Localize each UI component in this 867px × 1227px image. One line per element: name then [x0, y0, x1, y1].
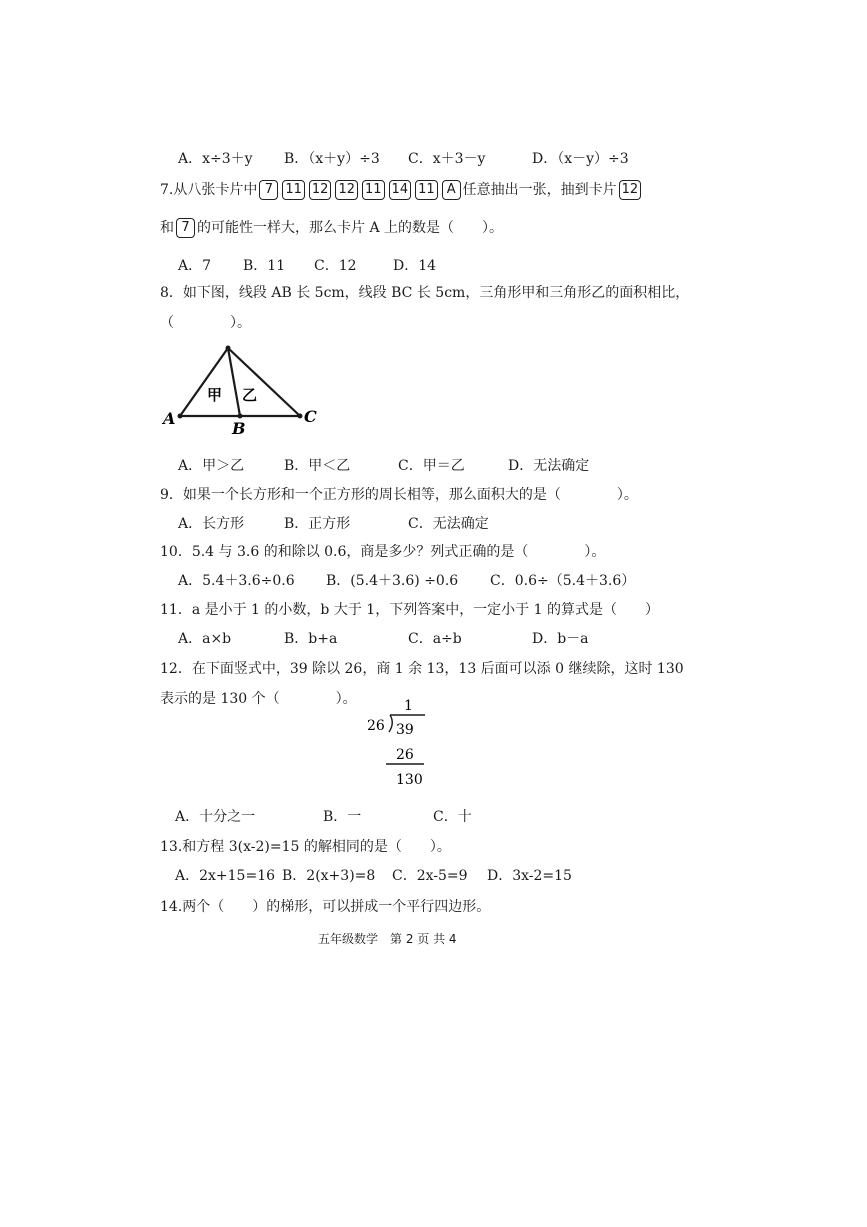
card-a: A	[442, 180, 461, 200]
card-3: 12	[309, 180, 332, 200]
q10-option-a: A．5.4＋3.6÷0.6	[178, 573, 295, 589]
q8-option-d: D．无法确定	[508, 458, 590, 474]
q8-option-a: A．甲＞乙	[178, 458, 245, 474]
q14-text: 14.两个（ ）的梯形，可以拼成一个平行四边形。	[160, 899, 491, 915]
q11-option-a: A．a×b	[178, 631, 232, 647]
q11-option-c: C．a÷b	[408, 631, 462, 647]
point-top	[226, 346, 231, 351]
q11-text: 11．a 是小于 1 的小数，b 大于 1，下列答案中，一定小于 1 的算式是（ ）	[160, 602, 659, 618]
q9-option-a: A．长方形	[178, 516, 245, 532]
card-6: 14	[389, 180, 412, 200]
q7-option-c: C．12	[314, 258, 357, 274]
q11-option-b: B．b+a	[284, 631, 338, 647]
division-divisor: 26	[367, 718, 385, 734]
q9-option-c: C．无法确定	[408, 516, 489, 532]
q7-option-b: B．11	[243, 258, 286, 274]
q13-option-d: D．3x-2=15	[487, 868, 572, 884]
card-7: 11	[415, 180, 438, 200]
page-footer: 五年级数学 第 2 页 共 4	[318, 932, 457, 946]
q6-option-d: D．（x－y）÷3	[532, 151, 629, 167]
card-seven: 7	[176, 218, 195, 238]
q12-line1: 12．在下面竖式中，39 除以 26，商 1 余 13，13 后面可以添 0 继续除，这时 130	[160, 661, 684, 677]
division-product: 26	[396, 747, 414, 763]
label-jia: 甲	[207, 386, 223, 404]
q12-line2: 表示的是 130 个（ ）。	[160, 691, 357, 707]
q6-option-c: C．x＋3－y	[408, 151, 486, 167]
q12-option-b: B．一	[323, 809, 362, 825]
q8-option-c: C．甲＝乙	[398, 458, 465, 474]
q7-option-a: A．7	[178, 258, 212, 274]
q6-option-b: B．（x＋y）÷3	[284, 151, 380, 167]
label-b: B	[232, 419, 246, 438]
division-remainder: 130	[396, 772, 423, 788]
label-c: C	[304, 407, 317, 426]
card-1: 7	[259, 180, 278, 200]
q7-suffix: 任意抽出一张，抽到卡片	[462, 182, 617, 198]
label-yi: 乙	[242, 386, 258, 404]
point-c	[298, 414, 303, 419]
division-quotient: 1	[404, 698, 413, 714]
q10-option-c: C．0.6÷（5.4＋3.6）	[490, 573, 636, 589]
q9-option-b: B．正方形	[284, 516, 351, 532]
q13-option-c: C．2x-5=9	[392, 868, 468, 884]
q7-line2-prefix: 和	[160, 220, 174, 236]
q8-line1: 8．如下图，线段 AB 长 5cm，线段 BC 长 5cm，三角形甲和三角形乙的面积相比，	[160, 285, 690, 301]
q7-line2	[160, 218, 503, 238]
q7-prefix: 7.从八张卡片中	[160, 182, 258, 198]
q6-option-a: A．x÷3＋y	[178, 151, 253, 167]
card-2: 11	[282, 180, 305, 200]
q10-option-b: B．(5.4＋3.6) ÷0.6	[326, 573, 459, 589]
q8-option-b: B．甲＜乙	[284, 458, 351, 474]
card-5: 11	[362, 180, 385, 200]
long-division-figure	[360, 692, 440, 792]
division-bracket	[389, 715, 392, 732]
label-a: A	[163, 409, 176, 428]
q13-text: 13.和方程 3(x-2)=15 的解相同的是（ ）。	[160, 839, 451, 855]
q10-text: 10．5.4 与 3.6 的和除以 0.6，商是多少？列式正确的是（ ）。	[160, 544, 606, 560]
point-a	[178, 414, 183, 419]
q13-option-a: A．2x+15=16	[175, 868, 276, 884]
q11-option-d: D．b－a	[532, 631, 589, 647]
triangle-side-left	[180, 348, 228, 416]
point-b	[238, 414, 243, 419]
q7-option-d: D．14	[393, 258, 437, 274]
q9-text: 9．如果一个长方形和一个正方形的周长相等，那么面积大的是（ ）。	[160, 487, 638, 503]
triangle-figure	[160, 338, 330, 438]
division-dividend: 39	[396, 722, 414, 738]
q12-option-c: C．十	[433, 809, 472, 825]
card-4: 12	[335, 180, 358, 200]
q12-option-a: A．十分之一	[175, 809, 256, 825]
q7-line1	[160, 180, 643, 200]
card-twelve: 12	[619, 180, 642, 200]
q8-line2: （ ）。	[160, 315, 251, 331]
q13-option-b: B．2(x+3)=8	[282, 868, 376, 884]
q7-line2-suffix: 的可能性一样大，那么卡片 A 上的数是（ ）。	[197, 220, 504, 236]
